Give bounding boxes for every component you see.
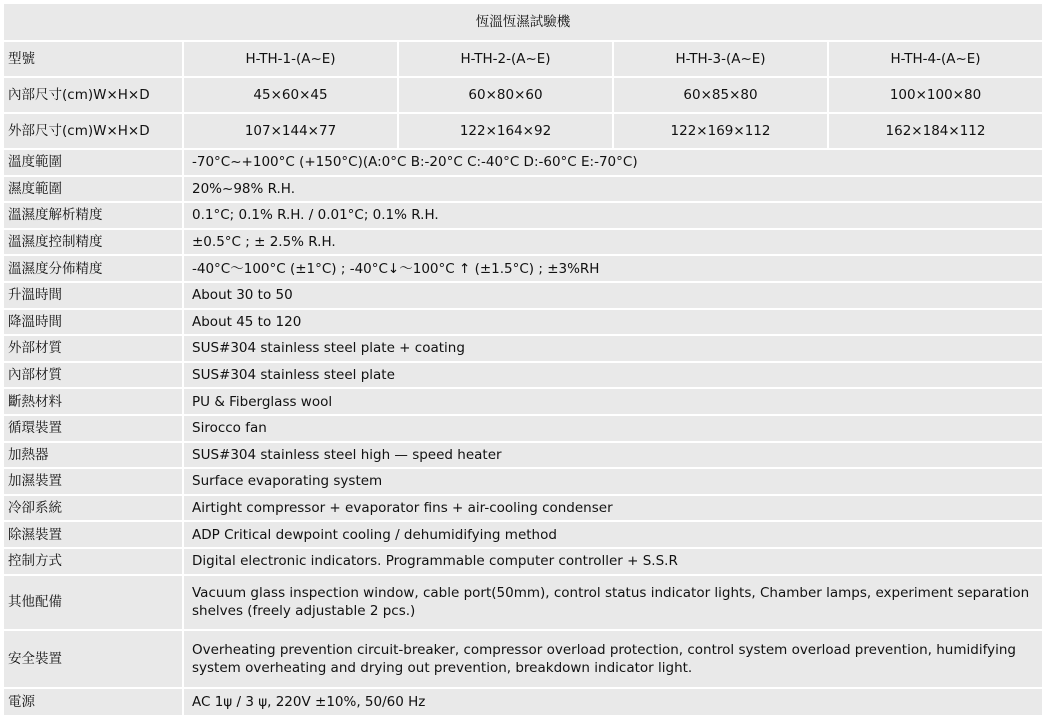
spec-row-heater	[3, 442, 1043, 469]
inner-size-row	[3, 77, 1043, 113]
spec-label: 斷熱材料	[3, 388, 183, 415]
spec-label: 溫濕度控制精度	[3, 229, 183, 256]
spec-row-humidifier	[3, 468, 1043, 495]
outer-size-label: 外部尺寸(cm)W×H×D	[3, 113, 183, 149]
spec-label: 升溫時間	[3, 282, 183, 309]
spec-row-other-equipment	[3, 575, 1043, 630]
spec-value: ADP Critical dewpoint cooling / dehumidifying method	[183, 521, 1043, 548]
outer-size-cell: 122×164×92	[398, 113, 613, 149]
spec-value: Sirocco fan	[183, 415, 1043, 442]
model-row	[3, 41, 1043, 77]
title-row	[3, 3, 1043, 41]
spec-label: 溫度範圍	[3, 149, 183, 176]
inner-size-cell: 60×80×60	[398, 77, 613, 113]
spec-value: Vacuum glass inspection window, cable port(50mm), control status indicator lights, Chamber lamps, experiment separation shelves (freely adjustable 2 pcs.)	[183, 575, 1043, 630]
spec-label: 內部材質	[3, 362, 183, 389]
spec-value: PU & Fiberglass wool	[183, 388, 1043, 415]
outer-size-cell: 162×184×112	[828, 113, 1043, 149]
spec-label: 溫濕度分佈精度	[3, 255, 183, 282]
spec-value: 20%~98% R.H.	[183, 176, 1043, 203]
spec-value: SUS#304 stainless steel high — speed heater	[183, 442, 1043, 469]
spec-row-resolution	[3, 202, 1043, 229]
spec-row-cooling-system	[3, 495, 1043, 522]
spec-label: 降溫時間	[3, 309, 183, 336]
spec-label: 加濕裝置	[3, 468, 183, 495]
spec-row-humidity-range	[3, 176, 1043, 203]
spec-row-control-method	[3, 548, 1043, 575]
spec-value: 0.1°C; 0.1% R.H. / 0.01°C; 0.1% R.H.	[183, 202, 1043, 229]
spec-row-control-accuracy	[3, 229, 1043, 256]
outer-size-row	[3, 113, 1043, 149]
spec-row-heating-time	[3, 282, 1043, 309]
spec-label: 濕度範圍	[3, 176, 183, 203]
spec-table	[2, 2, 1044, 717]
spec-row-interior-material	[3, 362, 1043, 389]
model-cell: H-TH-3-(A~E)	[613, 41, 828, 77]
spec-row-temperature-range	[3, 149, 1043, 176]
spec-value: -40°C～100°C (±1°C) ; -40°C↓～100°C ↑ (±1.5°C) ; ±3%RH	[183, 255, 1043, 282]
inner-size-label: 內部尺寸(cm)W×H×D	[3, 77, 183, 113]
spec-label: 循環裝置	[3, 415, 183, 442]
spec-row-dehumidifier	[3, 521, 1043, 548]
spec-row-insulation	[3, 388, 1043, 415]
spec-label: 其他配備	[3, 575, 183, 630]
model-cell: H-TH-2-(A~E)	[398, 41, 613, 77]
spec-value: Airtight compressor + evaporator fins + air-cooling condenser	[183, 495, 1043, 522]
spec-label: 溫濕度解析精度	[3, 202, 183, 229]
spec-value: Overheating prevention circuit-breaker, compressor overload protection, control system overload prevention, humidifying system overheating and drying out prevention, breakdown indicator light.	[183, 630, 1043, 688]
spec-row-cooling-time	[3, 309, 1043, 336]
spec-row-distribution-accuracy	[3, 255, 1043, 282]
spec-value: About 30 to 50	[183, 282, 1043, 309]
model-label: 型號	[3, 41, 183, 77]
inner-size-cell: 45×60×45	[183, 77, 398, 113]
inner-size-cell: 60×85×80	[613, 77, 828, 113]
outer-size-cell: 107×144×77	[183, 113, 398, 149]
spec-row-power	[3, 688, 1043, 716]
spec-row-safety-devices	[3, 630, 1043, 688]
spec-value: AC 1ψ / 3 ψ, 220V ±10%, 50/60 Hz	[183, 688, 1043, 716]
spec-value: ±0.5°C ; ± 2.5% R.H.	[183, 229, 1043, 256]
spec-row-exterior-material	[3, 335, 1043, 362]
model-cell: H-TH-1-(A~E)	[183, 41, 398, 77]
spec-value: SUS#304 stainless steel plate	[183, 362, 1043, 389]
inner-size-cell: 100×100×80	[828, 77, 1043, 113]
spec-row-circulation	[3, 415, 1043, 442]
spec-label: 控制方式	[3, 548, 183, 575]
spec-value: About 45 to 120	[183, 309, 1043, 336]
spec-value: Surface evaporating system	[183, 468, 1043, 495]
spec-value: -70°C~+100°C (+150°C)(A:0°C B:-20°C C:-40°C D:-60°C E:-70°C)	[183, 149, 1043, 176]
spec-label: 外部材質	[3, 335, 183, 362]
spec-label: 冷卻系統	[3, 495, 183, 522]
spec-label: 安全裝置	[3, 630, 183, 688]
outer-size-cell: 122×169×112	[613, 113, 828, 149]
model-cell: H-TH-4-(A~E)	[828, 41, 1043, 77]
spec-label: 電源	[3, 688, 183, 716]
spec-value: Digital electronic indicators. Programmable computer controller + S.S.R	[183, 548, 1043, 575]
table-title: 恆溫恆濕試驗機	[3, 3, 1043, 41]
spec-value: SUS#304 stainless steel plate + coating	[183, 335, 1043, 362]
spec-label: 加熱器	[3, 442, 183, 469]
spec-label: 除濕裝置	[3, 521, 183, 548]
